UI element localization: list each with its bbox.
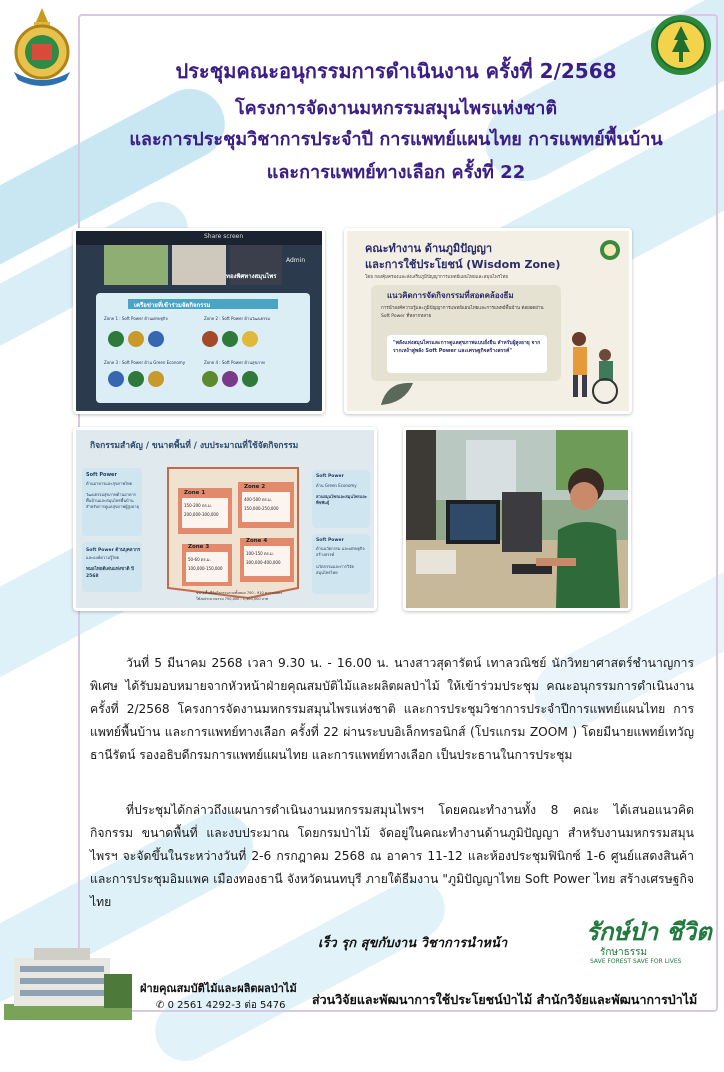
share-screen-label: Share screen bbox=[204, 233, 244, 240]
network-logos-icon bbox=[100, 323, 306, 393]
zone3-area: 50-60 ตร.ม. bbox=[188, 557, 211, 562]
concept-box-text: การนำองค์ความรู้และภูมิปัญญาการแพทย์แผนไทยและการแพทย์พื้นบ้าน ต่อยอดผ่าน Soft Power ที่หลากหลาย bbox=[381, 306, 544, 319]
left-card-1-sub: ด้านอาหารและสุขภาพไทย bbox=[86, 481, 133, 486]
participant-banner-text: ทองพิศทางสมุนไพร bbox=[226, 273, 277, 280]
zone3-label: Zone 3 bbox=[188, 544, 210, 550]
slide-zone-label: Zone 1 : Soft Power ด้านเศรษฐกิจ bbox=[104, 316, 168, 321]
royal-emblem-icon bbox=[8, 8, 76, 86]
photo-wisdom-zone-slide bbox=[344, 228, 632, 414]
slide-title: เครือข่ายที่เข้าร่วมจัดกิจกรรม bbox=[134, 302, 211, 309]
caregiver-illustration bbox=[561, 327, 627, 407]
zone2-budget: 150,000-250,000 bbox=[244, 506, 279, 511]
right-card-2-title: Soft Power bbox=[316, 538, 344, 543]
office-scene-illustration bbox=[406, 430, 628, 608]
zone4-budget: 300,000-400,000 bbox=[246, 560, 281, 565]
photo-zoom-meeting bbox=[73, 228, 325, 414]
plan-summary-budget: ใช้งบประมาณรวม 750,000 - 1,100,000 บาท bbox=[196, 597, 269, 601]
body-paragraph-2: ที่ประชุมได้กล่าวถึงแผนการดำเนินงานมหกรรมสมุนไพรฯ โดยคณะทำงานทั้ง 8 คณะ ได้เสนอแนวคิด กิจกรรม ขนาดพื้นที่ และงบประมาณ โดยกรมป่าไม้ จัดอยู่ในคณะทำงานด้านภูมิปัญญา สำหรับงานมหกรรมสมุนไพรฯ จะจัดขึ้นในระหว่างวันที่ 2-6 กรกฎาคม 2568 ณ อาคาร 11-12 และห้องประชุมฟินิกซ์ 1-6 ศูนย์แสดงสินค้าและการประชุมอิมแพค เมืองทองธานี จังหวัดนนทบุรี ภายใต้ธีมงาน "ภูมิปัญญาไทย Soft Power ไทย สร้างเศรษฐกิจไทย bbox=[90, 803, 694, 909]
zone4-label: Zone 4 bbox=[246, 538, 268, 544]
footer-department: ส่วนวิจัยและพัฒนาการใช้ประโยชน์ป่าไม้ สำนักวิจัยและพัฒนาการป่าไม้ bbox=[312, 992, 698, 1007]
project-title-line2: และการประชุมวิชาการประจำปี การแพทย์แผนไทย การแพทย์พื้นบ้าน bbox=[129, 129, 663, 150]
right-card-2-text: นวัตกรรมและการวิจัยสมุนไพรไทย bbox=[316, 564, 354, 575]
left-card-1-text: วัฒนธรรมสุขภาพด้านอาหาร พื้นบ้านและสมุนไพรพื้นบ้าน สำหรับการดูแลสุขภาพผู้สูงอายุ bbox=[86, 492, 139, 509]
right-card-1-text: สวนสมุนไพรและสมุนไพรและพืชพันธุ์ bbox=[316, 494, 367, 505]
zone1-budget: 200,000-300,000 bbox=[184, 512, 219, 517]
concept-box-title: แนวคิดการจัดกิจกรรมที่สอดคล้องธีม bbox=[387, 291, 514, 300]
zone2-label: Zone 2 bbox=[244, 484, 266, 490]
body-paragraph-1: วันที่ 5 มีนาคม 2568 เวลา 9.30 น. - 16.00 น. นางสาวสุดารัตน์ เทาลวณิชย์ นักวิทยาศาสตร์ชำนาญการพิเศษ ได้รับมอบหมายจากหัวหน้าฝ่ายคุณสมบัติไม้และผลิตผลป่าไม้ ให้เข้าร่วมประชุม คณะอนุกรรมการดำเนินงาน ครั้งที่ 2/2568 โครงการจัดงานมหกรรมสมุนไพรแห่งชาติ และการประชุมวิชาการประจำปีการแพทย์แผนไทย การแพทย์พื้นบ้าน และการแพทย์ทางเลือก ครั้งที่ 22 ผ่านระบบอิเล็กทรอนิกส์ (โปรแกรม ZOOM ) โดยมีนายแพทย์เทวัญ ธานีรัตน์ รองอธิบดีกรมการแพทย์แผนไทย และการแพทย์ทางเลือก เป็นประธานในการประชุม bbox=[90, 656, 694, 762]
leaf-decoration-icon bbox=[377, 379, 417, 407]
building-photo bbox=[4, 944, 132, 1020]
right-card-1-sub: ด้าน Green Economy bbox=[316, 483, 357, 488]
rak-pa-logo-text: รักษ์ป่า ชีวิต bbox=[586, 918, 712, 946]
plan-summary-area: ขนาดพื้นที่จัดกิจกรรมรวมทั้งหมด 700 - 910 ตารางเมตร bbox=[196, 591, 283, 595]
project-title-line3: และการแพทย์ทางเลือก ครั้งที่ 22 bbox=[266, 162, 526, 183]
quote-text: "พลังแห่งสมุนไพรและการดูแลสุขภาพแบบยั่งยืน สำหรับผู้สูงอายุ จากรากเหง้าสู่พลัง Soft Power และเศรษฐกิจสร้างสรรค์" bbox=[393, 340, 541, 354]
project-title-line1: โครงการจัดงานมหกรรมสมุนไพรแห่งชาติ bbox=[234, 98, 558, 119]
slide-subtitle: โดย กองคุ้มครองและส่งเสริมภูมิปัญญาการแพทย์แผนไทยและสมุนไพรไทย bbox=[365, 275, 509, 280]
footer-phone-number: 0 2561 4292-3 ต่อ 5476 bbox=[167, 1000, 286, 1011]
zone1-area: 150-200 ตร.ม. bbox=[184, 503, 212, 508]
zone-map-illustration bbox=[148, 458, 308, 604]
zoom-toolbar bbox=[76, 231, 322, 245]
left-card-1-title: Soft Power bbox=[86, 472, 117, 478]
slide-title-line2: และการใช้ประโยชน์ (Wisdom Zone) bbox=[365, 258, 561, 271]
admin-label: Admin bbox=[286, 257, 306, 264]
participant-video bbox=[104, 245, 168, 285]
plan-header: กิจกรรมสำคัญ / ขนาดพื้นที่ / งบประมาณที่ใช้จัดกิจกรรม bbox=[90, 441, 299, 451]
zone3-budget: 100,000-150,000 bbox=[188, 566, 223, 571]
photo-participant-at-desk bbox=[403, 427, 631, 611]
zone2-area: 400-500 ตร.ม. bbox=[244, 497, 272, 502]
left-card-2-title: Soft Power ด้านบุคลากร bbox=[86, 548, 141, 553]
slide-zone-label: Zone 4 : Soft Power ด้านสุขภาพ bbox=[204, 360, 265, 365]
photo-activity-zone-plan bbox=[73, 427, 377, 611]
footer-phone bbox=[156, 998, 285, 1013]
rak-pa-logo-subtext: รักษาธรรม bbox=[600, 947, 648, 958]
zone1-label: Zone 1 bbox=[184, 490, 206, 496]
rak-pa-logo-english: SAVE FOREST SAVE FOR LIVES bbox=[590, 958, 682, 965]
left-card-2-sub: และองค์ความรู้ไทย bbox=[86, 555, 120, 560]
credit-slogan: เร็ว รุก สุขกับงาน วิชาการนำหน้า bbox=[318, 936, 508, 951]
footer-organization: ฝ่ายคุณสมบัติไม้และผลิตผลป่าไม้ bbox=[140, 982, 297, 995]
slide-zone-label: Zone 3 : Soft Power ด้าน Green Economy bbox=[104, 360, 186, 365]
participant-video bbox=[172, 245, 226, 285]
zone4-area: 100-150 ตร.ม. bbox=[246, 551, 274, 556]
slide-zone-label: Zone 2 : Soft Power ด้านวัฒนธรรม bbox=[204, 316, 270, 321]
phone-icon: ✆ bbox=[156, 1000, 165, 1011]
right-card-2-sub: ด้านนวัตกรรม และเศรษฐกิจสร้างสรรค์ bbox=[316, 546, 365, 557]
department-seal-icon bbox=[599, 239, 621, 261]
left-card-2-text: หมอไทยดีเด่นแห่งชาติ ปี 2568 bbox=[86, 567, 134, 579]
slide-title-line1: คณะทำงาน ด้านภูมิปัญญา bbox=[365, 242, 493, 255]
meeting-title: ประชุมคณะอนุกรรมการดำเนินงาน ครั้งที่ 2/2568 bbox=[175, 59, 617, 83]
right-card-1-title: Soft Power bbox=[316, 474, 344, 479]
